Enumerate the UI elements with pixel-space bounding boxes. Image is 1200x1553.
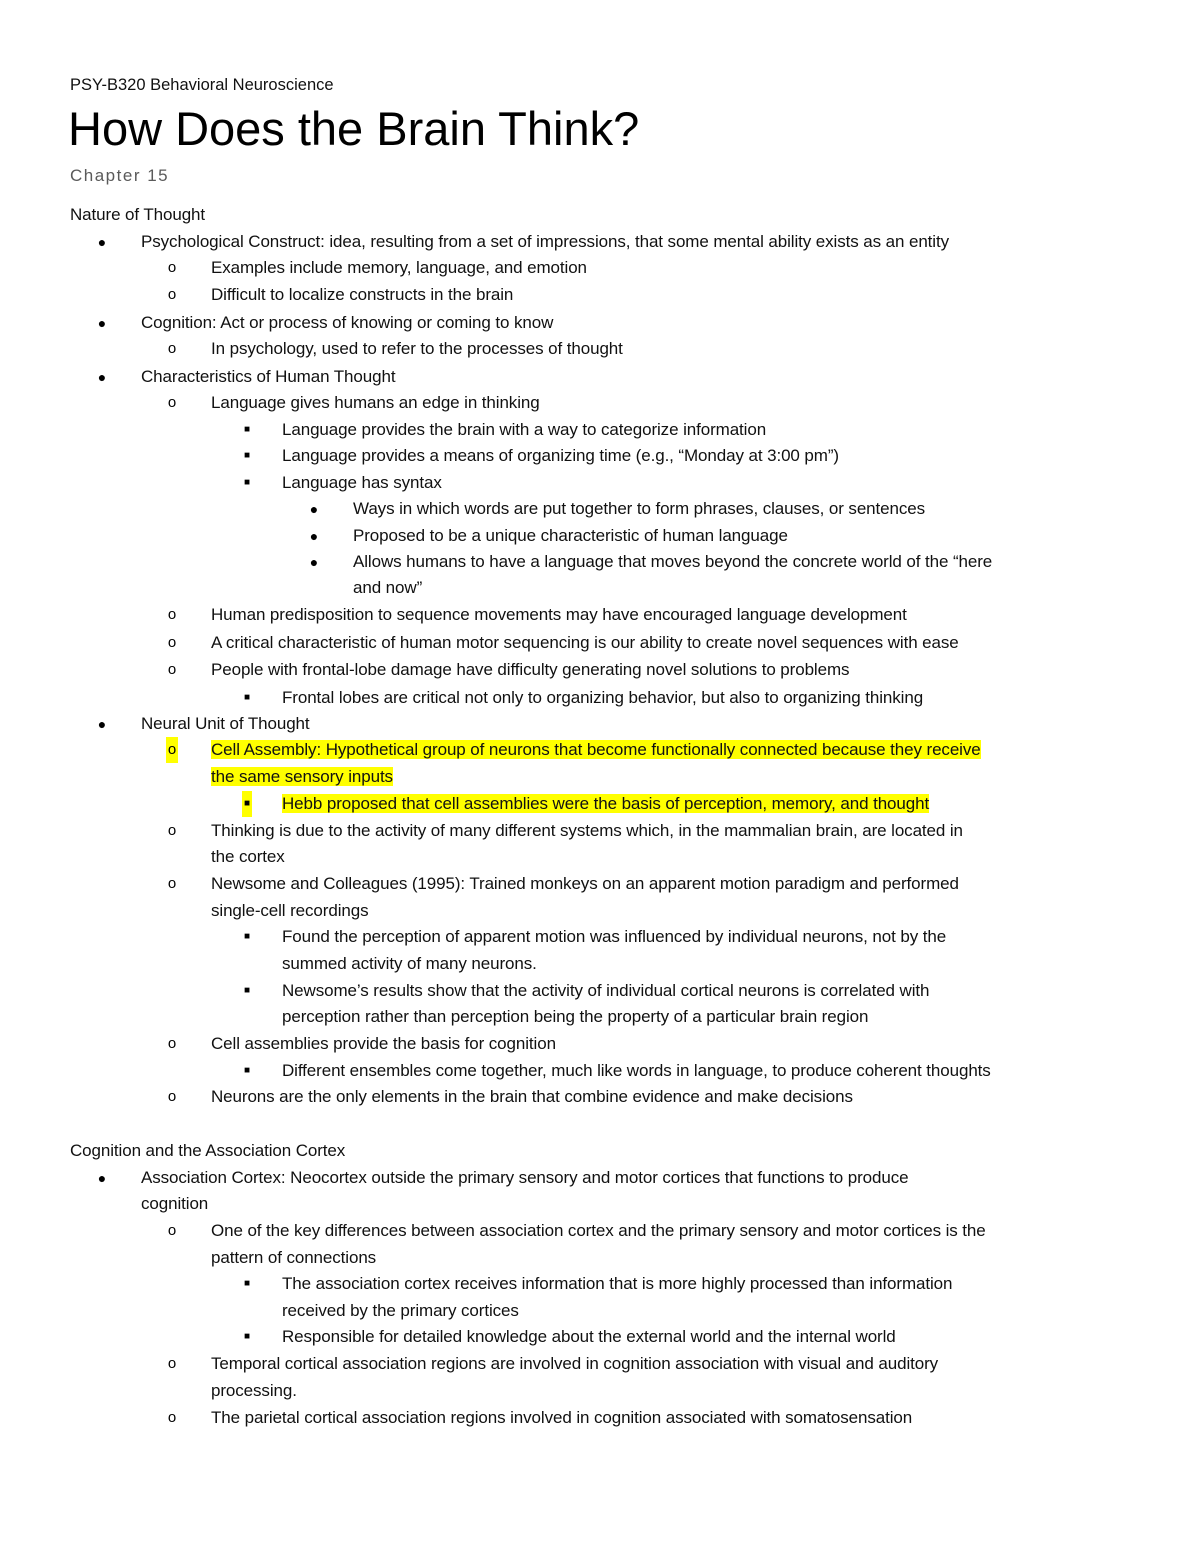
bullet-square-icon: ■	[243, 477, 251, 488]
outline-item	[282, 791, 929, 817]
bullet-disc-icon: ●	[309, 528, 319, 544]
outline-item	[282, 1298, 519, 1324]
outline-item	[282, 924, 946, 950]
item-text: Nature of Thought	[70, 205, 206, 224]
outline-item	[211, 1245, 376, 1271]
item-text: pattern of connections	[211, 1248, 377, 1267]
bullet-square-icon: ■	[243, 931, 251, 942]
outline-item	[282, 443, 839, 469]
item-text: The association cortex receives information that is more highly processed than information	[282, 1274, 953, 1293]
outline-item	[211, 871, 959, 897]
item-text: Different ensembles come together, much like words in language, to produce coherent thoughts	[282, 1061, 991, 1080]
outline-item	[282, 417, 766, 443]
bullet-circle-icon: o	[167, 661, 177, 678]
outline-item	[282, 1004, 868, 1030]
bullet-square-icon: ■	[243, 1331, 251, 1342]
outline-item	[353, 496, 925, 522]
outline-item	[211, 818, 963, 844]
outline-item	[141, 1165, 908, 1191]
bullet-circle-icon: o	[167, 394, 177, 411]
outline-item	[282, 1058, 991, 1084]
bullet-disc-icon: ●	[309, 554, 319, 570]
bullet-disc-icon: ●	[309, 501, 319, 517]
item-text: Difficult to localize constructs in the brain	[211, 285, 514, 304]
bullet-circle-icon: o	[167, 286, 177, 303]
outline-item	[282, 951, 537, 977]
highlighted-text: Cell Assembly: Hypothetical group of neurons that become functionally connected because they receive	[211, 740, 981, 759]
item-text: summed activity of many neurons.	[282, 954, 537, 973]
outline-item	[211, 844, 285, 870]
item-text: Language provides the brain with a way to categorize information	[282, 420, 767, 439]
bullet-disc-icon: ●	[97, 315, 107, 331]
outline-item	[141, 310, 553, 336]
item-text: Newsome’s results show that the activity of individual cortical neurons is correlated with	[282, 981, 930, 1000]
outline-item	[282, 470, 442, 496]
item-text: Language provides a means of organizing time (e.g., “Monday at 3:00 pm”)	[282, 446, 839, 465]
section-heading	[70, 202, 205, 228]
outline-item	[211, 602, 907, 628]
item-text: Psychological Construct: idea, resulting from a set of impressions, that some mental ability exists as an entity	[141, 232, 949, 251]
item-text: Language has syntax	[282, 473, 442, 492]
item-text: Neural Unit of Thought	[141, 714, 310, 733]
bullet-disc-icon: ●	[97, 369, 107, 385]
item-text: received by the primary cortices	[282, 1301, 519, 1320]
item-text: cognition	[141, 1194, 209, 1213]
item-text: Neurons are the only elements in the brain that combine evidence and make decisions	[211, 1087, 853, 1106]
bullet-square-icon: ■	[243, 1065, 251, 1076]
bullet-circle-icon: o	[167, 634, 177, 651]
item-text: perception rather than perception being the property of a particular brain region	[282, 1007, 869, 1026]
item-text: Allows humans to have a language that moves beyond the concrete world of the “here	[353, 552, 993, 571]
bullet-square-icon: ■	[243, 450, 251, 461]
item-text: Found the perception of apparent motion was influenced by individual neurons, not by the	[282, 927, 947, 946]
item-text: Characteristics of Human Thought	[141, 367, 396, 386]
item-text: A critical characteristic of human motor sequencing is our ability to create novel sequences with ease	[211, 633, 959, 652]
bullet-circle-icon: o	[167, 259, 177, 276]
bullet-disc-icon: ●	[97, 234, 107, 250]
item-text: Examples include memory, language, and emotion	[211, 258, 587, 277]
outline-item	[353, 575, 422, 601]
item-text: Newsome and Colleagues (1995): Trained monkeys on an apparent motion paradigm and performed	[211, 874, 959, 893]
outline-item	[211, 282, 513, 308]
outline-item	[141, 229, 949, 255]
bullet-circle-icon: o	[167, 875, 177, 892]
outline-item	[211, 1084, 853, 1110]
bullet-circle-icon: o	[167, 1088, 177, 1105]
bullet-circle-icon: o	[167, 340, 177, 357]
bullet-circle-icon: o	[167, 1222, 177, 1239]
item-text: Proposed to be a unique characteristic of human language	[353, 526, 788, 545]
item-text: Cognition: Act or process of knowing or coming to know	[141, 313, 554, 332]
bullet-circle-icon: o	[167, 1409, 177, 1426]
outline-item	[282, 685, 923, 711]
outline-item	[211, 764, 393, 790]
item-text: Cognition and the Association Cortex	[70, 1141, 346, 1160]
document-title: How Does the Brain Think?	[68, 102, 640, 155]
item-text: Ways in which words are put together to form phrases, clauses, or sentences	[353, 499, 926, 518]
outline-item	[211, 657, 849, 683]
outline-item	[211, 1031, 556, 1057]
outline-item	[353, 549, 992, 575]
chapter-subtitle: Chapter 15	[70, 166, 170, 185]
section-heading	[70, 1138, 345, 1164]
outline-item	[211, 1218, 986, 1244]
bullet-square-icon: ■	[243, 985, 251, 996]
outline-item	[211, 1378, 297, 1404]
outline-item	[141, 711, 310, 737]
item-text: Language gives humans an edge in thinking	[211, 393, 540, 412]
outline-item	[211, 630, 959, 656]
outline-item	[211, 1405, 912, 1431]
outline-item	[211, 1351, 938, 1377]
bullet-square-icon: ■	[243, 424, 251, 435]
bullet-circle-icon: o	[167, 606, 177, 623]
item-text: Responsible for detailed knowledge about the external world and the internal world	[282, 1327, 896, 1346]
item-text: processing.	[211, 1381, 297, 1400]
bullet-square-icon: ■	[243, 692, 251, 703]
outline-item	[282, 978, 929, 1004]
outline-item	[211, 737, 981, 763]
item-text: single-cell recordings	[211, 901, 369, 920]
bullet-square-icon: ■	[242, 791, 252, 817]
outline-item	[211, 898, 368, 924]
outline-item	[211, 390, 540, 416]
highlighted-text: the same sensory inputs	[211, 767, 393, 786]
item-text: Thinking is due to the activity of many different systems which, in the mammalian brain, are located in	[211, 821, 963, 840]
item-text: In psychology, used to refer to the processes of thought	[211, 339, 623, 358]
outline-item	[211, 255, 587, 281]
highlighted-text: Hebb proposed that cell assemblies were the basis of perception, memory, and thought	[282, 794, 930, 813]
bullet-circle-icon: o	[166, 737, 178, 763]
bullet-disc-icon: ●	[97, 716, 107, 732]
bullet-circle-icon: o	[167, 1035, 177, 1052]
item-text: Association Cortex: Neocortex outside the primary sensory and motor cortices that functions to produce	[141, 1168, 909, 1187]
item-text: People with frontal-lobe damage have difficulty generating novel solutions to problems	[211, 660, 850, 679]
course-name: PSY-B320 Behavioral Neuroscience	[70, 76, 334, 94]
item-text: Human predisposition to sequence movements may have encouraged language development	[211, 605, 907, 624]
outline-item	[211, 336, 623, 362]
item-text: Frontal lobes are critical not only to organizing behavior, but also to organizing thinking	[282, 688, 924, 707]
outline-item	[353, 523, 788, 549]
outline-item	[282, 1271, 952, 1297]
outline-item	[141, 364, 395, 390]
bullet-circle-icon: o	[167, 822, 177, 839]
item-text: One of the key differences between association cortex and the primary sensory and motor cortices is the	[211, 1221, 986, 1240]
item-text: The parietal cortical association regions involved in cognition associated with somatosensation	[211, 1408, 913, 1427]
bullet-circle-icon: o	[167, 1355, 177, 1372]
item-text: and now”	[353, 578, 423, 597]
item-text: the cortex	[211, 847, 285, 866]
outline-item	[141, 1191, 208, 1217]
bullet-square-icon: ■	[243, 1278, 251, 1289]
item-text: Temporal cortical association regions are involved in cognition association with visual and auditory	[211, 1354, 939, 1373]
item-text: Cell assemblies provide the basis for cognition	[211, 1034, 556, 1053]
bullet-disc-icon: ●	[97, 1170, 107, 1186]
outline-item	[282, 1324, 896, 1350]
